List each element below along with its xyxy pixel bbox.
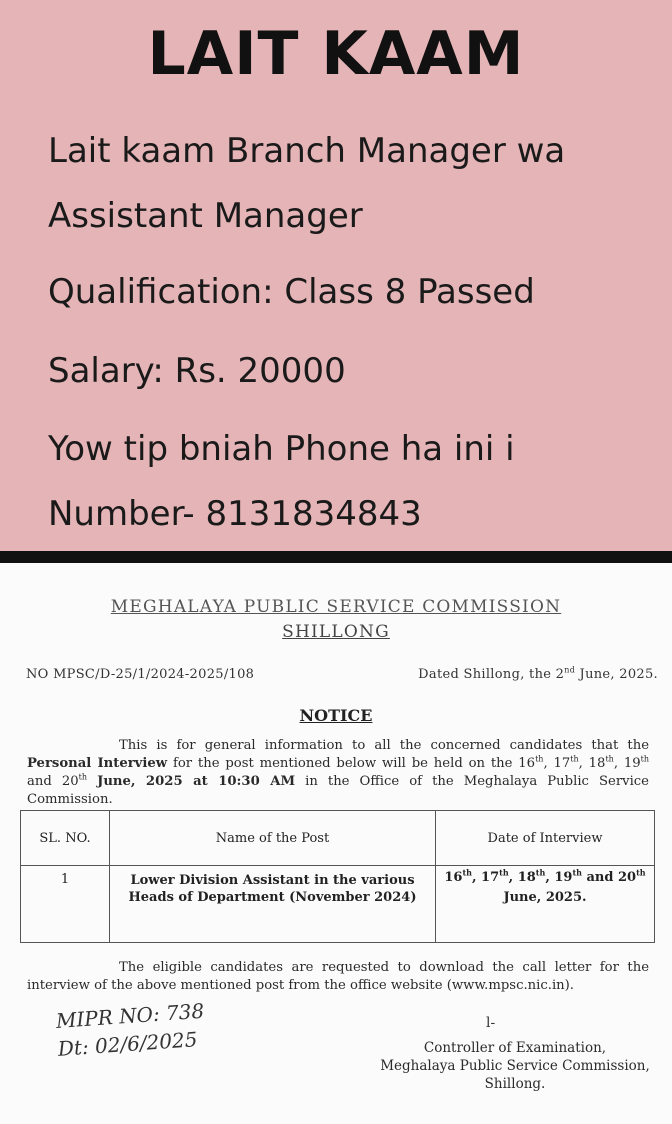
job-advert-panel — [0, 0, 672, 551]
header-sl-no: SL. NO. — [21, 811, 110, 866]
commission-city: SHILLONG — [282, 622, 390, 642]
advert-line-post: Lait kaam Branch Manager wa — [48, 131, 566, 171]
advert-line-qualification: Qualification: Class 8 Passed — [48, 272, 535, 312]
notice-paragraph-1: This is for general information to all the concerned candidates that the Personal Interview for the post mentioned below will be held on the 16th, 17th, 18th, 19th and 20th June, 2025 at 10:30 AM in the Office of the Meghalaya Public Service Commission. — [27, 738, 649, 807]
advert-line-contact: Yow tip bniah Phone ha ini i — [48, 429, 515, 469]
header-post-name: Name of the Post — [110, 811, 436, 866]
signoff-city: Shillong. — [484, 1076, 546, 1092]
table-row — [21, 866, 655, 943]
cell-interview-date: 16th, 17th, 18th, 19th and 20th June, 2025. — [436, 866, 655, 943]
notice-paragraph-2: The eligible candidates are requested to download the call letter for the interview of the above mentioned post from the office website (www.mpsc.nic.in). — [27, 960, 649, 993]
advert-title: LAIT KAAM — [147, 19, 525, 89]
signoff-office: Meghalaya Public Service Commission, — [380, 1058, 650, 1074]
commission-name: MEGHALAYA PUBLIC SERVICE COMMISSION — [110, 597, 562, 617]
interview-table — [20, 810, 655, 943]
notice-date: Dated Shillong, the 2nd June, 2025. — [418, 665, 658, 682]
advert-line-salary: Salary: Rs. 20000 — [48, 351, 346, 391]
cell-post-name: Lower Division Assistant in the various Heads of Department (November 2024) — [110, 866, 436, 943]
cell-sl-no: 1 — [21, 866, 110, 943]
signoff-designation: Controller of Examination, — [423, 1040, 607, 1056]
table-header-row — [21, 811, 655, 866]
signature: l- — [486, 1015, 496, 1031]
advert-line-phone: Number- 8131834843 — [48, 494, 422, 534]
advert-line-post-cont: Assistant Manager — [48, 196, 363, 236]
section-divider — [0, 551, 672, 563]
header-interview-date: Date of Interview — [436, 811, 655, 866]
official-notice — [0, 563, 672, 1124]
signoff-block — [370, 1039, 660, 1093]
reference-number: NO MPSC/D-25/1/2024-2025/108 — [26, 667, 255, 682]
notice-title: NOTICE — [299, 706, 373, 725]
handwritten-mipr-note: MIPR NO: 738 Dt: 02/6/2025 — [55, 998, 205, 1061]
